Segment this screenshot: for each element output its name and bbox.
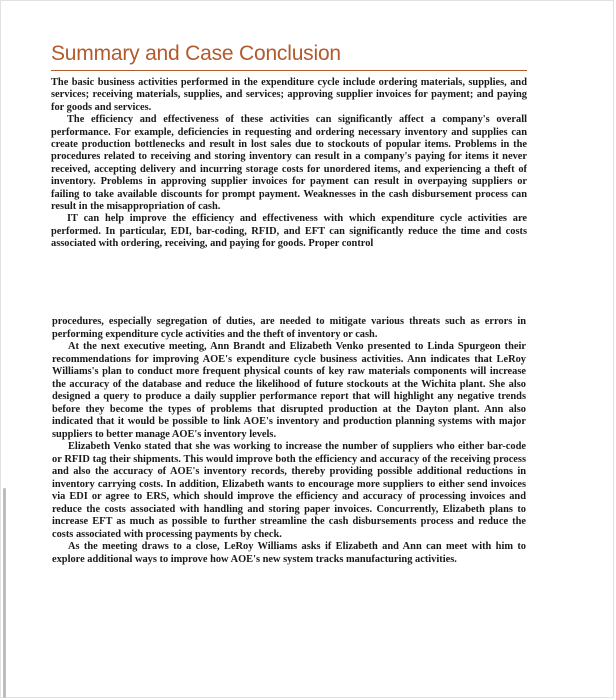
paragraph: At the next executive meeting, Ann Brandt and Elizabeth Venko presented to Linda Spurgeon their recommendations for improving AOE's expenditure cycle business activities. Ann indicates that LeRoy Williams's plan to conduct more frequent physical counts of key raw materials components will increase the accuracy of the database and reduce the likelihood of future stockouts at the Wichita plant. She also designed a query to produce a daily supplier performance report that will highlight any negative trends before they become the types of problems that disrupted production at the Dayton plant. Ann also indicated that it would be possible to link AOE's inventory and production planning systems with major suppliers to better manage AOE's inventory levels. — [52, 341, 526, 440]
text-block-bottom — [52, 316, 526, 566]
section-title: Summary and Case Conclusion — [51, 42, 341, 65]
paragraph: procedures, especially segregation of duties, are needed to mitigate various threats such as errors in performing expenditure cycle activities and the theft of inventory or cash. — [52, 316, 526, 340]
paragraph: The basic business activities performed in the expenditure cycle include ordering materials, supplies, and services; receiving materials, supplies, and services; approving supplier invoices for payment; and paying for goods and services. — [51, 77, 527, 113]
paragraph: Elizabeth Venko stated that she was working to increase the number of suppliers who either bar-code or RFID tag their shipments. This would improve both the efficiency and accuracy of the receiving process and also the accuracy of AOE's inventory records, thereby providing possible additional reductions in inventory carrying costs. In addition, Elizabeth wants to encourage more suppliers to either send invoices via EDI or agree to ERS, which should improve the efficiency and accuracy of processing invoices and reduce the costs associated with handling and storing paper invoices. Concurrently, Elizabeth plans to increase EFT as much as possible to further streamline the cash disbursements process and reduce the costs associated with processing payments by check. — [52, 441, 526, 540]
scrollbar[interactable] — [3, 488, 6, 698]
paragraph: IT can help improve the efficiency and effectiveness with which expenditure cycle activities are performed. In particular, EDI, bar-coding, RFID, and EFT can significantly reduce the time and costs associated with ordering, receiving, and paying for goods. Proper control — [51, 213, 527, 250]
paragraph: As the meeting draws to a close, LeRoy Williams asks if Elizabeth and Ann can meet with him to explore additional ways to improve how AOE's new system tracks manufacturing activities. — [52, 541, 526, 565]
title-rule — [51, 70, 527, 71]
paragraph: The efficiency and effectiveness of these activities can significantly affect a company's overall performance. For example, deficiencies in requesting and ordering necessary inventory and supplies can create production bottlenecks and result in lost sales due to stockouts of popular items. Problems in the procedures related to receiving and storing inventory can result in a company's paying for items it never received, accepting delivery and incurring storage costs for unordered items, and experiencing a theft of inventory. Problems in approving supplier invoices for payment can result in overpaying suppliers or failing to take available discounts for prompt payment. Weaknesses in the cash disbursement process can result in the misappropriation of cash. — [51, 114, 527, 213]
text-block-top — [51, 77, 527, 251]
